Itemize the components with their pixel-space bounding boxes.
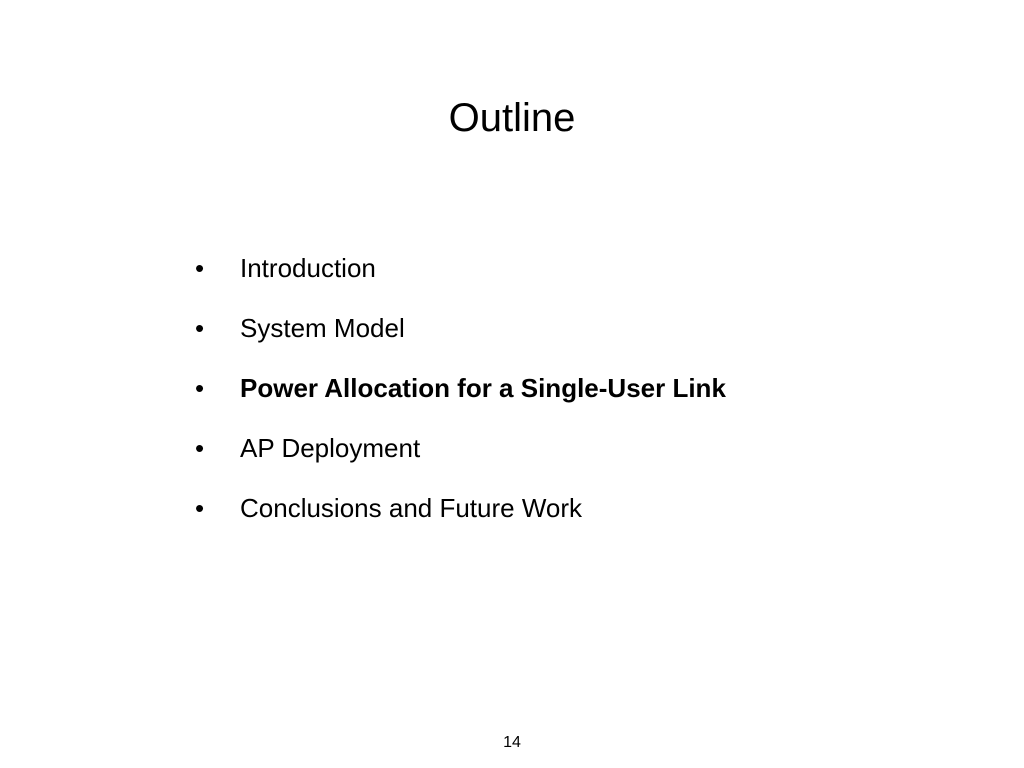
outline-item-label: Introduction bbox=[240, 253, 376, 283]
bullet-icon: • bbox=[195, 253, 205, 283]
slide-title: Outline bbox=[448, 96, 576, 140]
outline-item-label: Conclusions and Future Work bbox=[240, 493, 583, 523]
bullet-icon: • bbox=[195, 433, 205, 463]
outline-item-label-current: Power Allocation for a Single-User Link bbox=[240, 373, 726, 403]
bullet-icon: • bbox=[195, 373, 205, 403]
outline-item-label: AP Deployment bbox=[240, 433, 421, 463]
page-number: 14 bbox=[503, 734, 521, 751]
bullet-icon: • bbox=[195, 313, 205, 343]
bullet-icon: • bbox=[195, 493, 205, 523]
outline-item-label: System Model bbox=[240, 313, 405, 343]
